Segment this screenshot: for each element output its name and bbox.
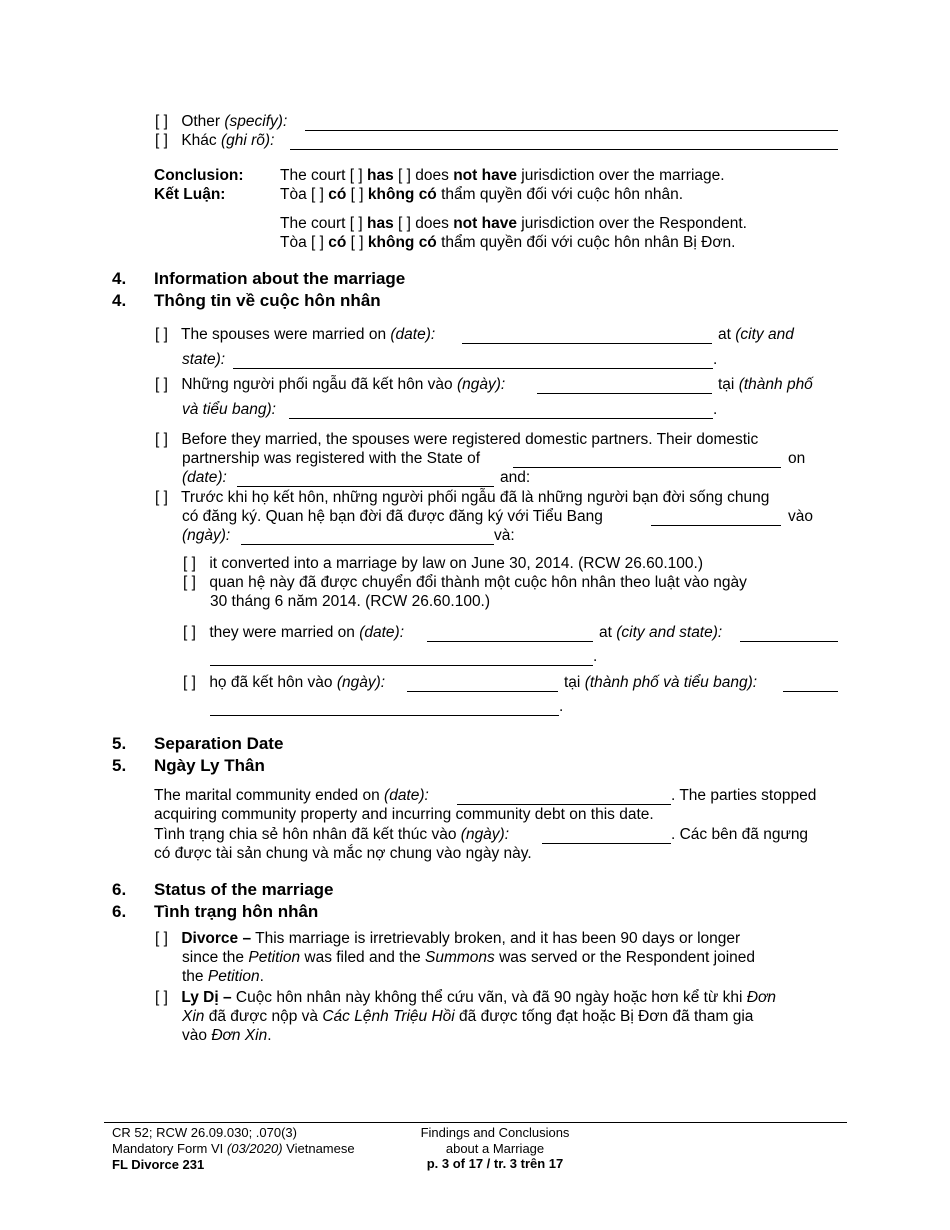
at-text: at (599, 624, 612, 641)
divorce-text: was filed and the (304, 949, 421, 966)
footer-title-line2: about a Marriage (445, 1140, 545, 1156)
married-en-place-field[interactable] (233, 354, 713, 369)
lydi-line1 (155, 988, 776, 1007)
khac-specify-field[interactable] (290, 135, 838, 150)
footer-form (112, 1141, 355, 1157)
dp-en-text: Before they married, the spouses were registered domestic partners. Their domestic (181, 431, 759, 448)
converted-en (183, 554, 703, 573)
section-5-number-en: 5. (112, 734, 127, 753)
section-5-title-vi: Ngày Ly Thân (154, 756, 265, 775)
co-text: có (328, 234, 347, 251)
married-vi-line1 (155, 375, 505, 394)
separation-en-line2: acquiring community property and incurring community debt on this date. (154, 806, 654, 823)
married-en-period: . (713, 351, 718, 368)
tham-quyen-text: thẩm quyền đối với cuộc hôn nhân. (441, 186, 684, 203)
sub-married-en-at (599, 623, 722, 642)
city-label: (city and state): (616, 624, 723, 641)
converted-vi-text: quan hệ này đã được chuyển đổi thành một cuộc hôn nhân theo luật vào ngày (209, 574, 747, 591)
at-text: at (718, 326, 731, 343)
converted-vi-line2: 30 tháng 6 năm 2014. (RCW 26.60.100.) (210, 593, 491, 610)
lydi-text: vào (182, 1027, 207, 1044)
married-vi-period: . (713, 401, 718, 418)
conclusion-respondent-en (280, 214, 747, 233)
city-label: (city and (735, 326, 794, 343)
not-have-text: not have (453, 167, 517, 184)
dp-en-checkbox[interactable]: [ ] (155, 431, 168, 448)
converted-vi (183, 573, 747, 592)
dp-en-on: on (788, 450, 806, 467)
footer-title-line1: Findings and Conclusions (420, 1125, 570, 1140)
khac-label: Khác (181, 132, 217, 149)
don-term: Đơn (746, 989, 776, 1006)
married-vi-checkbox[interactable]: [ ] (155, 376, 168, 393)
khac-line (155, 131, 274, 150)
date-label: (ngày): (460, 826, 510, 843)
sub-married-vi-text: họ đã kết hôn vào (209, 674, 333, 691)
dp-en-and: and: (500, 469, 531, 486)
sub-married-en-period: . (593, 648, 598, 665)
converted-vi-checkbox[interactable]: [ ] (183, 574, 196, 591)
married-en-checkbox[interactable]: [ ] (155, 326, 168, 343)
separation-en-after: . The parties stopped (671, 787, 817, 804)
married-en-state-label: state): (182, 351, 226, 368)
footer-language: Vietnamese (286, 1141, 355, 1156)
section-6-title-en: Status of the marriage (154, 880, 334, 899)
divorce-line2 (182, 948, 755, 967)
date-label: (date): (390, 326, 436, 343)
converted-en-checkbox[interactable]: [ ] (183, 555, 196, 572)
footer-form-date: (03/2020) (226, 1141, 283, 1156)
khong-checkbox[interactable]: [ ] (350, 186, 364, 203)
conclusion-marriage-en (280, 166, 725, 185)
date-label: (date): (359, 624, 405, 641)
marriage-court-text[interactable]: The court [ ] (280, 167, 363, 184)
married-vi-text: Những người phối ngẫu đã kết hôn vào (181, 376, 453, 393)
toa-text[interactable]: Tòa [ ] (280, 234, 324, 251)
khong-checkbox[interactable]: [ ] (350, 234, 364, 251)
section-4-number-en: 4. (112, 269, 127, 288)
divorce-checkbox[interactable]: [ ] (155, 930, 168, 947)
section-6-title-vi: Tình trạng hôn nhân (154, 902, 319, 921)
other-checkbox[interactable]: [ ] (155, 113, 168, 130)
married-en-text: The spouses were married on (181, 326, 387, 343)
other-specify-field[interactable] (305, 116, 838, 131)
lydi-checkbox[interactable]: [ ] (155, 989, 168, 1006)
other-label: Other (181, 113, 221, 130)
does-text[interactable]: [ ] does (398, 215, 449, 232)
sub-married-en (183, 623, 404, 642)
conclusion-label-vi: Kết Luận: (154, 186, 226, 203)
dp-vi-date-label: (ngày): (182, 527, 231, 544)
lydi-text: Cuộc hôn nhân này không thể cứu vãn, và đã 90 ngày hoặc hơn kể từ khi (235, 989, 743, 1006)
divorce-line1 (155, 929, 740, 948)
toa-text[interactable]: Tòa [ ] (280, 186, 324, 203)
sub-married-en-place-field-b[interactable] (210, 651, 593, 666)
married-vi-place-field[interactable] (289, 404, 713, 419)
lydi-text: . (267, 1027, 272, 1044)
dp-en-state-field[interactable] (513, 453, 781, 468)
lydi-label: Ly Dị – (181, 989, 232, 1006)
divorce-text: the (182, 968, 204, 985)
footer-rcw: CR 52; RCW 26.09.030; .070(3) (112, 1125, 297, 1140)
xin-term: Xin (182, 1008, 205, 1025)
divorce-text: . (259, 968, 264, 985)
lydi-text: đã được nộp và (208, 1008, 319, 1025)
section-6-number-en: 6. (112, 880, 127, 899)
summons-term: Summons (425, 949, 495, 966)
co-text: có (328, 186, 347, 203)
not-have-text: not have (453, 215, 517, 232)
married-vi-tai (718, 375, 813, 394)
section-4-title-vi: Thông tin về cuộc hôn nhân (154, 291, 381, 310)
date-label: (date): (384, 787, 429, 804)
lydi-line2 (182, 1007, 753, 1026)
divorce-text: This marriage is irretrievably broken, and it has been 90 days or longer (255, 930, 741, 947)
footer-form-id: FL Divorce 231 (112, 1157, 205, 1172)
dp-en-line1 (155, 430, 758, 449)
dp-en-line2: partnership was registered with the State of (182, 450, 481, 467)
married-en-line1 (155, 325, 435, 344)
conclusion-respondent-vi (280, 233, 735, 252)
sub-married-en-date-field[interactable] (427, 627, 593, 642)
separation-en-line1 (154, 786, 429, 805)
petition-term: Petition (207, 968, 260, 985)
conclusion-marriage-vi (280, 185, 683, 204)
married-en-at (718, 325, 794, 344)
dp-en-date-label: (date): (182, 469, 227, 486)
divorce-label: Divorce – (181, 930, 252, 947)
married-vi-date-field[interactable] (537, 379, 712, 394)
sub-married-vi-period: . (559, 698, 564, 715)
married-vi-state-label: và tiểu bang): (182, 401, 276, 418)
sub-married-vi-date-field[interactable] (407, 677, 558, 692)
section-6-number-vi: 6. (112, 902, 127, 921)
jurisdiction-text: jurisdiction over the marriage. (521, 167, 725, 184)
summons-term-vi: Các Lệnh Triệu Hồi (322, 1008, 455, 1025)
footer-form-text: Mandatory Form VI (112, 1141, 224, 1156)
respondent-court-text[interactable]: The court [ ] (280, 215, 363, 232)
lydi-text: đã được tống đạt hoặc Bị Đơn đã tham gia (459, 1008, 754, 1025)
sub-married-vi-checkbox[interactable]: [ ] (183, 674, 196, 691)
footer-divider (104, 1122, 847, 1123)
other-line (155, 112, 287, 131)
khong-co-text: không có (367, 234, 437, 251)
dp-vi-text: Trước khi họ kết hôn, những người phối ngẫu đã là những người bạn đời sống chung (181, 489, 770, 506)
tham-quyen-text: thẩm quyền đối với cuộc hôn nhân Bị Đơn. (441, 234, 736, 251)
section-4-title-en: Information about the marriage (154, 269, 406, 288)
other-specify-label: (specify): (224, 113, 288, 130)
lydi-line3 (182, 1026, 272, 1045)
khac-specify-label: (ghi rõ): (220, 132, 275, 149)
section-4-number-vi: 4. (112, 291, 127, 310)
separation-en-date-field[interactable] (457, 790, 671, 805)
separation-vi-text: Tình trạng chia sẻ hôn nhân đã kết thúc vào (154, 826, 457, 843)
dp-vi-vao: vào (788, 508, 813, 525)
sub-married-en-place-field-a[interactable] (740, 627, 838, 642)
tai-text: tại (718, 376, 735, 393)
sub-married-en-text: they were married on (209, 624, 355, 641)
city-label: (thành phố và tiểu bang): (584, 674, 758, 691)
khac-checkbox[interactable]: [ ] (155, 132, 168, 149)
divorce-text: was served or the Respondent joined (499, 949, 756, 966)
petition-term: Petition (248, 949, 301, 966)
has-text: has (367, 167, 394, 184)
tai-text: tại (564, 674, 581, 691)
separation-vi-after: . Các bên đã ngưng (671, 826, 809, 843)
divorce-line3 (182, 967, 264, 986)
city-label: (thành phố (738, 376, 813, 393)
date-label: (ngày): (336, 674, 386, 691)
separation-vi-line2: có được tài sản chung và mắc nợ chung vào ngày này. (154, 845, 532, 862)
dp-vi-checkbox[interactable]: [ ] (155, 489, 168, 506)
jurisdiction-text: jurisdiction over the Respondent. (521, 215, 747, 232)
conclusion-label-en: Conclusion: (154, 167, 244, 184)
converted-en-text: it converted into a marriage by law on June 30, 2014. (RCW 26.60.100.) (209, 555, 703, 572)
page-number: p. 3 of 17 / tr. 3 trên 17 (426, 1156, 564, 1171)
sub-married-vi (183, 673, 385, 692)
date-label: (ngày): (456, 376, 506, 393)
section-5-title-en: Separation Date (154, 734, 284, 753)
dp-vi-line2: có đăng ký. Quan hệ bạn đời đã được đăng ký với Tiểu Bang (182, 508, 603, 525)
separation-en-text: The marital community ended on (154, 787, 380, 804)
married-en-date-field[interactable] (462, 329, 712, 344)
dp-vi-va: và: (494, 527, 515, 544)
footer-doc-title (390, 1125, 600, 1172)
sub-married-en-checkbox[interactable]: [ ] (183, 624, 196, 641)
sub-married-vi-tai (564, 673, 757, 692)
divorce-text: since the (182, 949, 245, 966)
dp-vi-line1 (155, 488, 769, 507)
khong-co-text: không có (367, 186, 437, 203)
separation-vi-line1 (154, 825, 509, 844)
dp-en-date-field[interactable] (237, 472, 494, 487)
dp-vi-date-field[interactable] (241, 530, 494, 545)
separation-vi-date-field[interactable] (542, 829, 671, 844)
does-text[interactable]: [ ] does (398, 167, 449, 184)
dp-vi-state-field[interactable] (651, 511, 781, 526)
sub-married-vi-place-field-a[interactable] (783, 677, 838, 692)
sub-married-vi-place-field-b[interactable] (210, 701, 559, 716)
petition-term-vi: Đơn Xin (211, 1027, 268, 1044)
section-5-number-vi: 5. (112, 756, 127, 775)
has-text: has (367, 215, 394, 232)
